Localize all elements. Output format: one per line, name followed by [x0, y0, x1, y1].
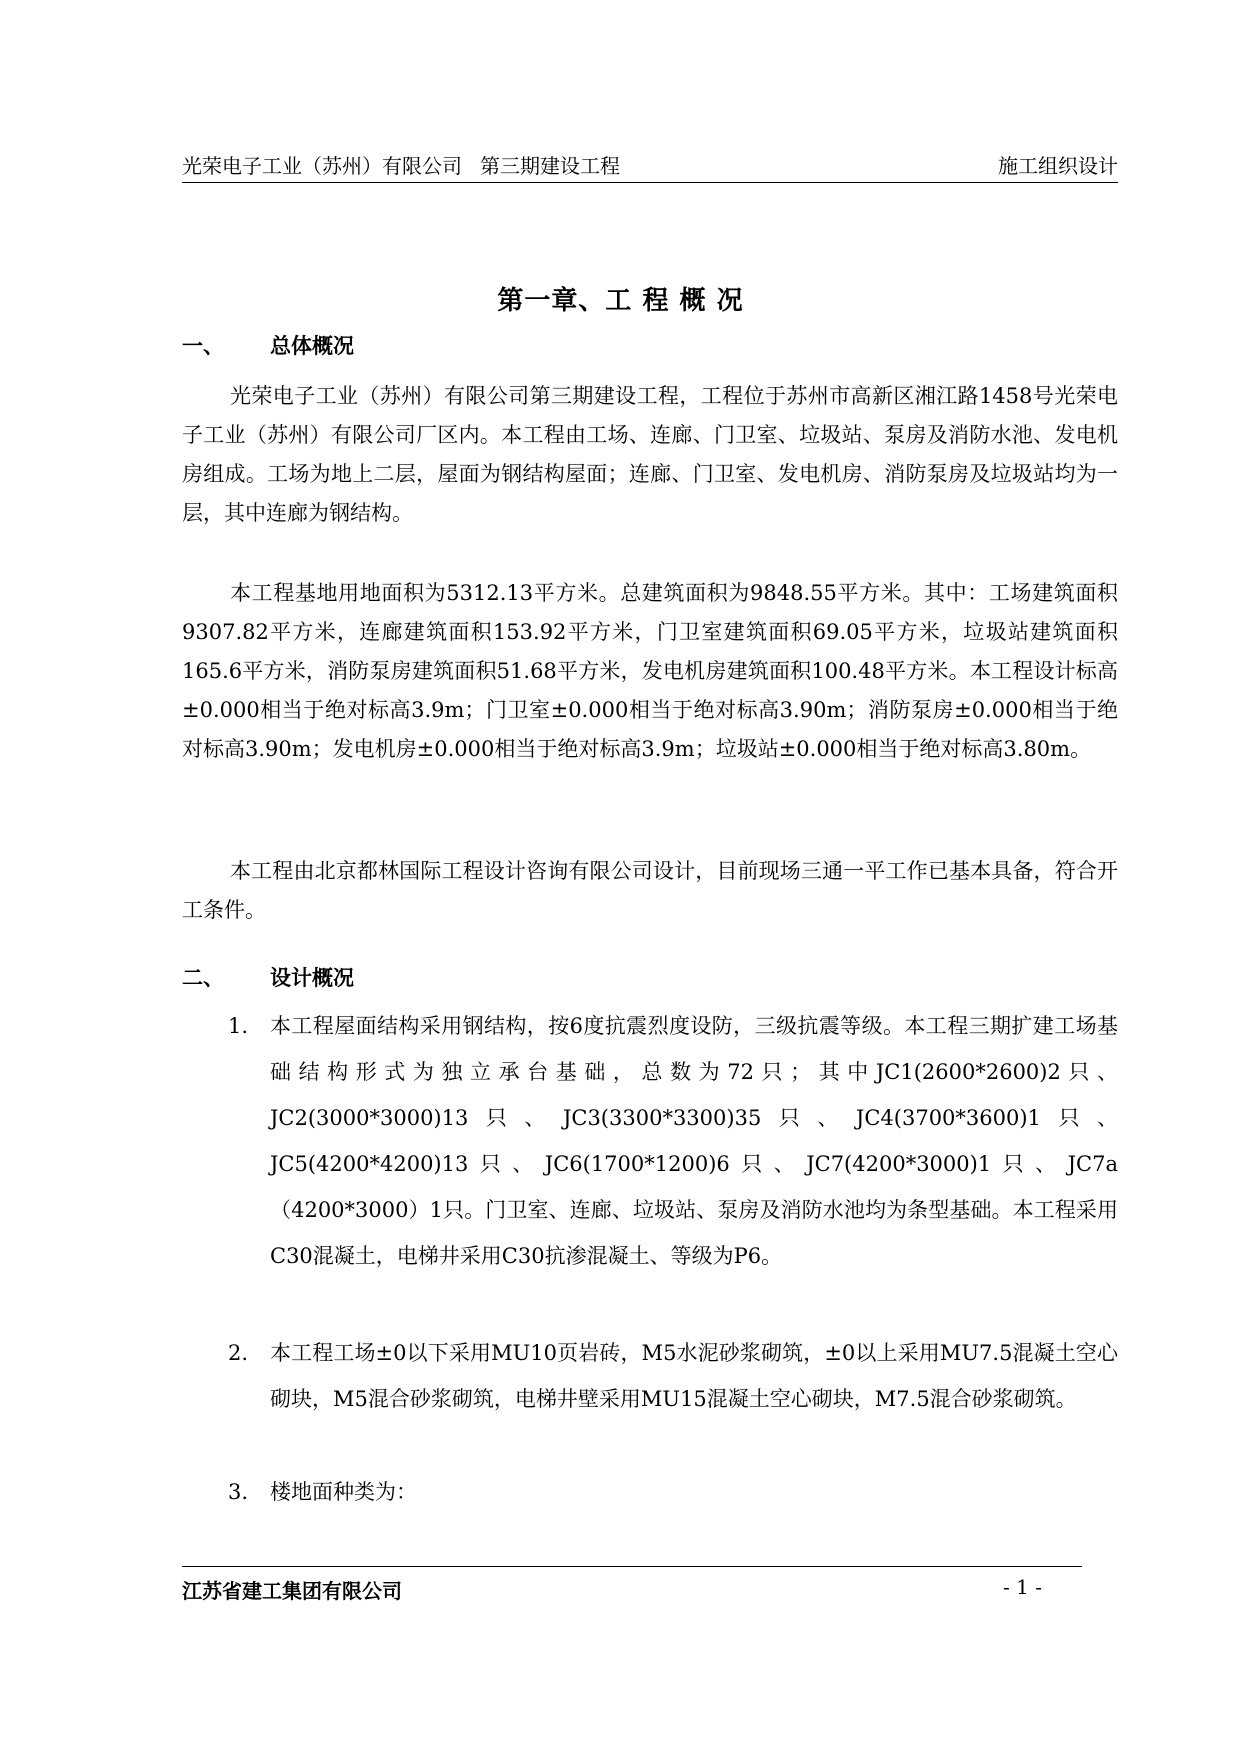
section-title: 设计概况 — [270, 966, 354, 990]
section-number: 二、 — [182, 966, 224, 990]
paragraph: 本工程由北京都林国际工程设计咨询有限公司设计，目前现场三通一平工作已基本具备，符合开工条件。 — [182, 859, 1118, 922]
list-item-text: 本工程工场±0以下采用MU10页岩砖，M5水泥砂浆砌筑，±0以上采用MU7.5混凝土空心砌块，M5混合砂浆砌筑，电梯井壁采用MU15混凝土空心砌块，M7.5混合砂浆砌筑。 — [270, 1341, 1118, 1411]
header-left — [182, 150, 620, 179]
section-title: 总体概况 — [270, 334, 354, 358]
list-item-number: 3. — [228, 1480, 249, 1504]
list-item-text: 本工程屋面结构采用钢结构，按6度抗震烈度设防，三级抗震等级。本工程三期扩建工场基础结构形式为独立承台基础，总数为72只；其中JC1(2600*2600)2只、JC2(3000*3000)13只、JC3(3300*3300)35只、JC4(3700*3600)1只、JC5(4200*4200)13只、JC6(1700*1200)6只、JC7(4200*3000)1只、JC7a（4200*3000）1只。门卫室、连廊、垃圾站、泵房及消防水池均为条型基础。本工程采用C30混凝土，电梯井采用C30抗渗混凝土、等级为P6。 — [270, 1014, 1118, 1268]
page-header — [182, 142, 1118, 183]
page-footer — [182, 1566, 1082, 1607]
list-item — [228, 1330, 1118, 1422]
header-doc-type: 施工组织设计 — [998, 154, 1118, 178]
list-item-text: 楼地面种类为： — [270, 1480, 417, 1504]
section-heading-design — [182, 962, 354, 992]
section-number: 一、 — [182, 334, 224, 358]
chapter-title: 第一章、工 程 概 况 — [497, 286, 744, 316]
paragraph: 光荣电子工业（苏州）有限公司第三期建设工程，工程位于苏州市高新区湘江路1458号光荣电子工业（苏州）有限公司厂区内。本工程由工场、连廊、门卫室、垃圾站、泵房及消防水池、发电机房组成。工场为地上二层，屋面为钢结构屋面；连廊、门卫室、发电机房、消防泵房及垃圾站均为一层，其中连廊为钢结构。 — [182, 384, 1118, 525]
list-item — [228, 1003, 1118, 1279]
list-item — [228, 1469, 1118, 1515]
list-item-number: 2. — [228, 1341, 249, 1365]
page-number: - 1 - — [1003, 1575, 1042, 1599]
header-project: 第三期建设工程 — [480, 154, 620, 178]
section-heading-overview — [182, 330, 354, 360]
header-company: 光荣电子工业（苏州）有限公司 — [182, 154, 462, 178]
footer-company: 江苏省建工集团有限公司 — [182, 1579, 402, 1603]
paragraph: 本工程基地用地面积为5312.13平方米。总建筑面积为9848.55平方米。其中：工场建筑面积9307.82平方米，连廊建筑面积153.92平方米，门卫室建筑面积69.05平方米，垃圾站建筑面积165.6平方米，消防泵房建筑面积51.68平方米，发电机房建筑面积100.48平方米。本工程设计标高±0.000相当于绝对标高3.9m；门卫室±0.000相当于绝对标高3.90m；消防泵房±0.000相当于绝对标高3.90m；发电机房±0.000相当于绝对标高3.9m；垃圾站±0.000相当于绝对标高3.80m。 — [182, 581, 1118, 761]
list-item-number: 1. — [228, 1014, 249, 1038]
